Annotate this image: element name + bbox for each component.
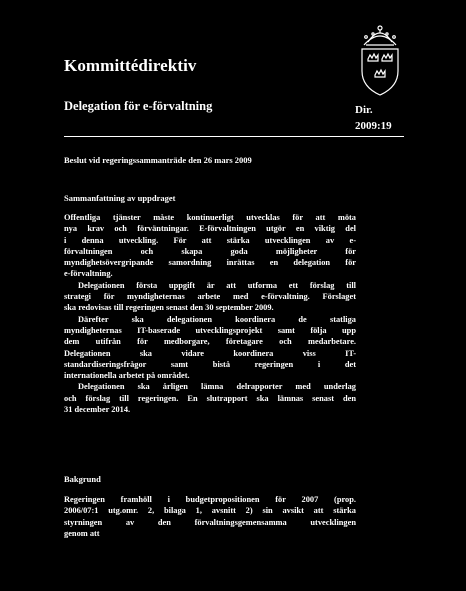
background-body	[64, 494, 356, 539]
background-line: styrningen av den förvaltningsgemensamma utvecklingen	[64, 517, 356, 527]
summary-line: ska redovisas till regeringen senast den 30 september 2009.	[64, 303, 274, 313]
directive-number: 2009:19	[355, 120, 392, 132]
summary-line: i denna utveckling. För att stärka utvecklingen av e-	[64, 235, 356, 245]
background-line: genom att	[64, 528, 100, 538]
summary-line: Delegationen ska årligen lämna delrapporter med underlag	[78, 382, 356, 392]
document-subtitle: Delegation för e-förvaltning	[64, 99, 213, 113]
summary-line: Offentliga tjänster måste kontinuerligt utvecklas för att möta	[64, 213, 356, 222]
summary-line: Delegationen ska vidare koordinera viss IT-	[64, 348, 356, 358]
summary-line: strategi för myndigheternas arbete med e-förvaltning. Förslaget	[64, 292, 356, 302]
background-heading: Bakgrund	[64, 474, 101, 484]
summary-line: standardiseringsfrågor samt bistå regeringen i det	[64, 359, 356, 369]
summary-line: nya krav och förväntningar. E-förvaltningen utgör en viktig del	[64, 224, 356, 234]
summary-line: dem utifrån för medborgare, företagare och medarbetare.	[64, 337, 356, 347]
three-crowns-crest-icon	[354, 23, 406, 97]
summary-line: e-förvaltning.	[64, 269, 113, 279]
summary-line: myndighetsövergripande samordning inrättas en delegation för	[64, 258, 356, 268]
summary-line: Delegationen första uppgift är att utforma ett förslag till	[78, 280, 356, 290]
summary-line: myndigheternas IT-baserade utvecklingsprojekt samt följa upp	[64, 325, 356, 335]
summary-line: Därefter ska delegationen koordinera de statliga	[78, 314, 356, 324]
summary-heading: Sammanfattning av uppdraget	[64, 193, 176, 203]
summary-line: och förslag till regeringen. En slutrapport ska lämnas senast den	[64, 393, 356, 403]
summary-line: internationella arbetet på området.	[64, 371, 190, 381]
background-line: Regeringen framhöll i budgetpropositionen för 2007 (prop.	[64, 495, 356, 504]
decision-line: Beslut vid regeringssammanträde den 26 mars 2009	[64, 155, 252, 165]
summary-line: 31 december 2014.	[64, 405, 131, 415]
background-line: 2006/07:1 utg.omr. 2, bilaga 1, avsnitt 2) sin avsikt att stärka	[64, 506, 356, 516]
document-title: Kommittédirektiv	[64, 56, 197, 75]
directive-label: Dir.	[355, 104, 373, 116]
summary-body	[64, 212, 356, 415]
summary-line: förvaltningen och skapa goda möjligheter för	[64, 246, 356, 256]
header-divider	[64, 136, 404, 137]
